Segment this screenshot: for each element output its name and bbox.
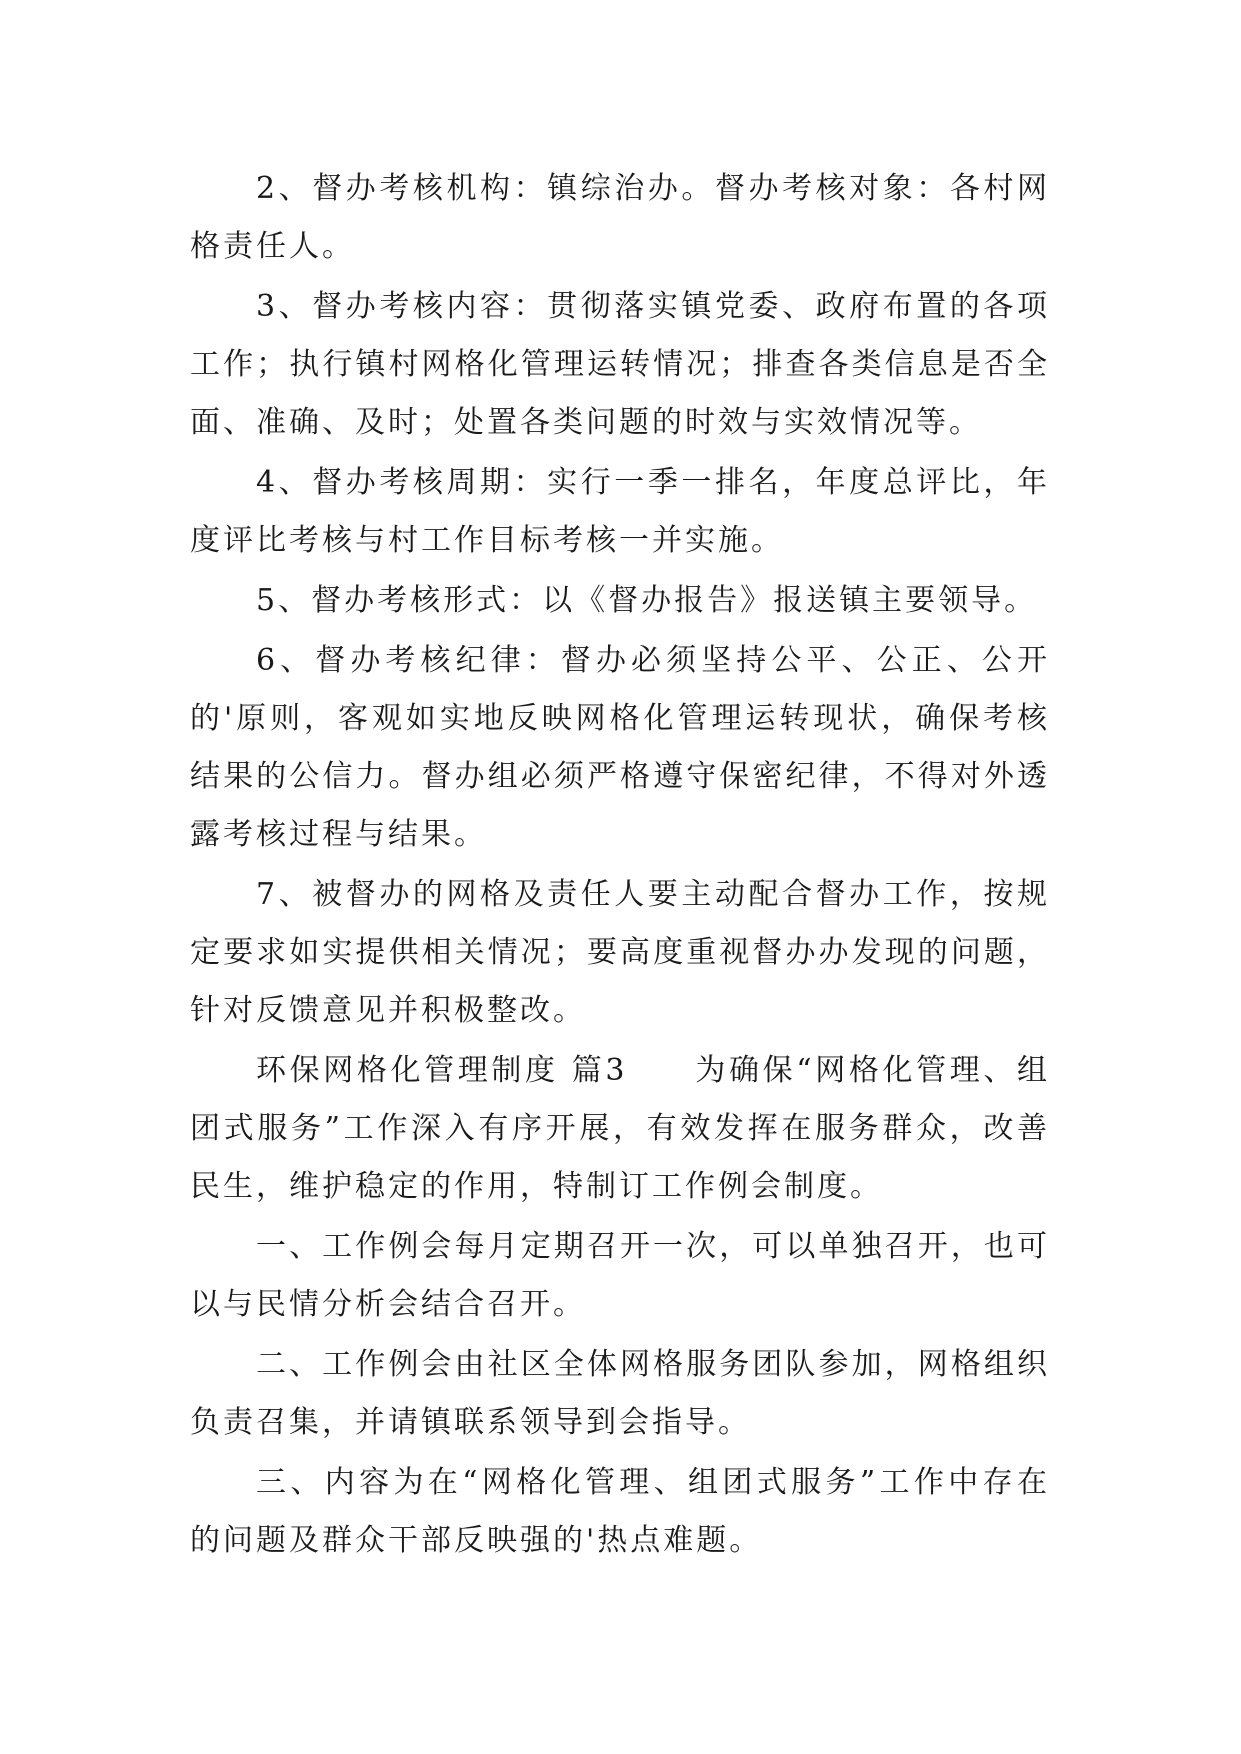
paragraph-supervision-discipline: 6、督办考核纪律：督办必须坚持公平、公正、公开的'原则，客观如实地反映网格化管理运转现状，确保考核结果的公信力。督办组必须严格遵守保密纪律，不得对外透露考核过程与结果。 [190,643,1050,852]
paragraph-meeting-content: 三、内容为在“网格化管理、组团式服务”工作中存在的问题及群众干部反映强的'热点难题。 [190,1465,1050,1558]
paragraph-supervision-content: 3、督办考核内容：贯彻落实镇党委、政府布置的各项工作；执行镇村网格化管理运转情况；排查各类信息是否全面、准确、及时；处置各类问题的时效与实效情况等。 [190,289,1050,440]
paragraph-supervision-cycle: 4、督办考核周期：实行一季一排名，年度总评比，年度评比考核与村工作目标考核一并实施。 [190,465,1050,558]
paragraph-section-3-intro: 环保网格化管理制度 篇3 为确保“网格化管理、组团式服务”工作深入有序开展，有效发挥在服务群众，改善民生，维护稳定的作用，特制订工作例会制度。 [190,1053,1050,1204]
document-body [190,160,1050,1572]
paragraph-meeting-frequency: 一、工作例会每月定期召开一次，可以单独召开，也可以与民情分析会结合召开。 [190,1229,1050,1322]
paragraph-supervision-body: 2、督办考核机构：镇综治办。督办考核对象：各村网格责任人。 [190,171,1050,264]
paragraph-meeting-participants: 二、工作例会由社区全体网格服务团队参加，网格组织负责召集，并请镇联系领导到会指导。 [190,1347,1050,1440]
paragraph-supervision-form: 5、督办考核形式：以《督办报告》报送镇主要领导。 [256,583,1038,618]
paragraph-cooperation: 7、被督办的网格及责任人要主动配合督办工作，按规定要求如实提供相关情况；要高度重视督办办发现的问题，针对反馈意见并积极整改。 [190,877,1050,1028]
